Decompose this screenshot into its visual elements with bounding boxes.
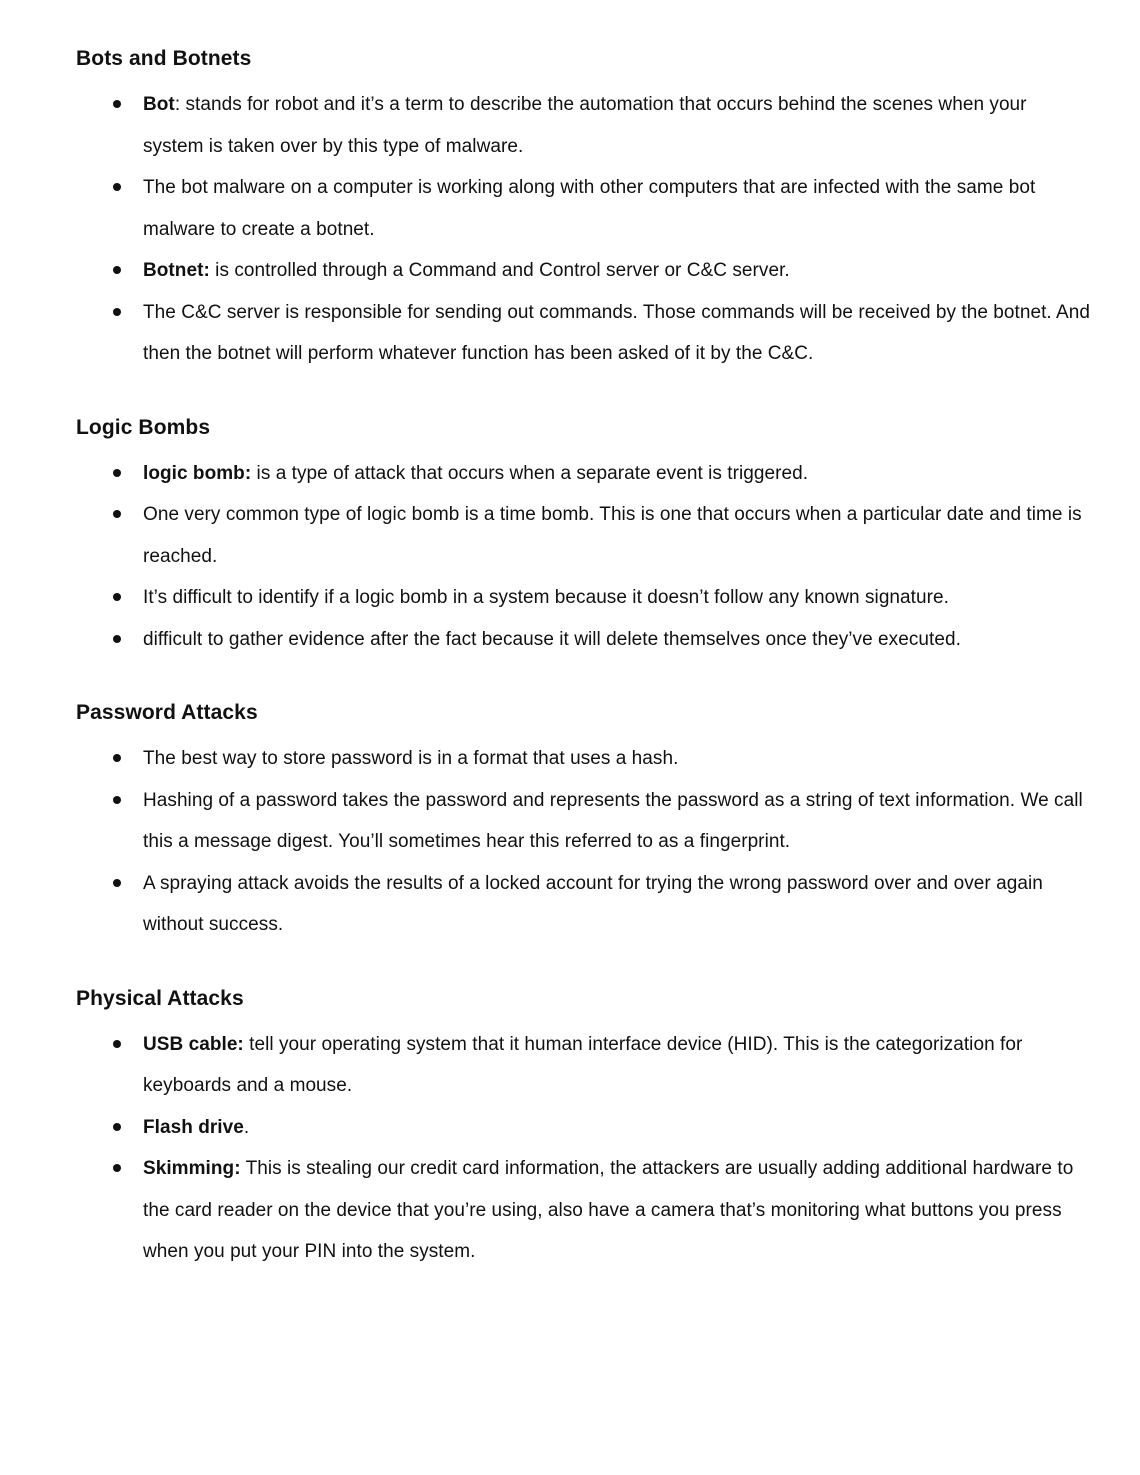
bold-term: Flash drive <box>143 1116 244 1138</box>
bold-term: Skimming: <box>143 1158 241 1179</box>
item-text: is a type of attack that occurs when a separate event is triggered. <box>251 462 809 484</box>
bullet-icon <box>113 593 121 601</box>
list-item <box>76 453 1090 495</box>
list-item <box>76 1148 1090 1273</box>
bullet-list <box>76 1024 1090 1273</box>
bullet-icon <box>113 1164 121 1172</box>
section-physical-attacks <box>76 980 1090 1273</box>
bold-term: logic bomb: <box>143 462 252 484</box>
bold-term: Botnet: <box>143 260 210 281</box>
list-item <box>76 84 1090 167</box>
list-item <box>76 1024 1090 1107</box>
list-item <box>76 1107 1090 1149</box>
item-text: One very common type of logic bomb is a time bomb. This is one that occurs when a particular date and time is reached. <box>143 504 1082 567</box>
bullet-list <box>76 84 1090 375</box>
bullet-icon <box>113 469 121 477</box>
item-text: The bot malware on a computer is working along with other computers that are infected with the same bot malware to create a botnet. <box>143 177 1036 240</box>
list-item <box>76 577 1090 619</box>
section-bots-and-botnets <box>76 40 1090 375</box>
bullet-icon <box>113 183 121 191</box>
item-text: tell your operating system that it human interface device (HID). This is the categorization for keyboards and a mouse. <box>143 1033 1023 1096</box>
section-heading: Physical Attacks <box>76 986 244 1010</box>
section-heading: Password Attacks <box>76 701 258 724</box>
list-item <box>76 494 1090 577</box>
bullet-icon <box>113 796 121 804</box>
item-text: The best way to store password is in a format that uses a hash. <box>143 748 679 769</box>
item-text: is controlled through a Command and Control server or C&C server. <box>209 260 790 281</box>
section-heading: Bots and Botnets <box>76 47 252 70</box>
list-item <box>76 619 1090 661</box>
item-text: This is stealing our credit card information, the attackers are usually adding additional hardware to the card reader on the device that you’re using, also have a camera that’s monitoring what buttons you press when you put your PIN into the system. <box>143 1158 1074 1262</box>
list-item <box>76 738 1090 780</box>
item-text: : stands for robot and it’s a term to describe the automation that occurs behind the scenes when your system is taken over by this type of malware. <box>143 94 1027 157</box>
section-password-attacks <box>76 694 1090 946</box>
item-text: . <box>243 1116 250 1138</box>
item-text: It’s difficult to identify if a logic bomb in a system because it doesn’t follow any known signature. <box>143 587 949 608</box>
list-item <box>76 167 1090 250</box>
bullet-icon <box>113 635 121 643</box>
section-logic-bombs <box>76 409 1090 661</box>
item-text: The C&C server is responsible for sending out commands. Those commands will be received by the botnet. And then the botnet will perform whatever function has been asked of it by the C&C. <box>143 301 1090 364</box>
bullet-list <box>76 738 1090 946</box>
bullet-icon <box>113 308 121 316</box>
bullet-icon <box>113 266 121 274</box>
list-item <box>76 250 1090 292</box>
bullet-icon <box>113 100 121 108</box>
bold-term: Bot <box>143 94 175 115</box>
list-item <box>76 780 1090 863</box>
item-text: A spraying attack avoids the results of a locked account for trying the wrong password over and over again without success. <box>143 872 1043 935</box>
item-text: difficult to gather evidence after the fact because it will delete themselves once they’ve executed. <box>143 628 961 650</box>
item-text: Hashing of a password takes the password and represents the password as a string of text information. We call this a message digest. You’ll sometimes hear this referred to as a fingerprint. <box>143 789 1083 852</box>
bullet-icon <box>113 1040 121 1048</box>
bullet-icon <box>113 754 121 762</box>
section-heading: Logic Bombs <box>76 415 211 439</box>
bullet-icon <box>113 1123 121 1131</box>
bullet-icon <box>113 510 121 518</box>
bullet-list <box>76 453 1090 661</box>
list-item <box>76 863 1090 946</box>
list-item <box>76 292 1090 375</box>
bullet-icon <box>113 879 121 887</box>
bold-term: USB cable: <box>143 1033 244 1055</box>
